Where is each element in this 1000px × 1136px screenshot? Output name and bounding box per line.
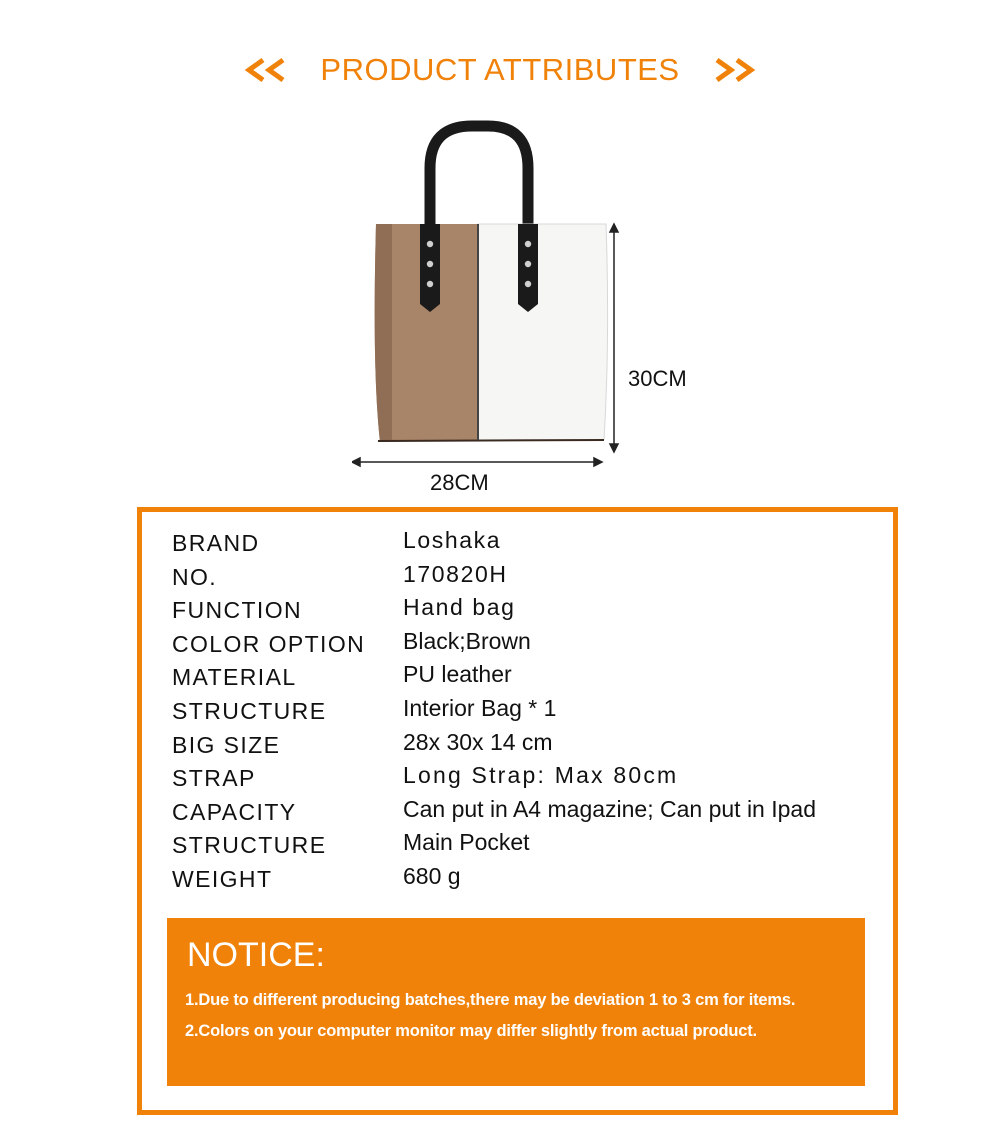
double-chevron-right-icon [709, 48, 759, 92]
section-title: PRODUCT ATTRIBUTES [320, 52, 680, 87]
spec-value: Can put in A4 magazine; Can put in Ipad [403, 795, 817, 822]
spec-key: STRUCTURE [172, 697, 327, 724]
spec-key: WEIGHT [172, 865, 273, 892]
spec-value: Black;Brown [403, 627, 531, 654]
product-image [352, 120, 627, 500]
height-dimension-arrow [610, 224, 618, 452]
width-label: 28CM [430, 470, 489, 495]
strap-tab-left [420, 224, 440, 312]
spec-row-color-option [172, 627, 892, 665]
spec-value: PU leather [403, 661, 512, 688]
spec-row-strap [172, 762, 892, 799]
spec-value: Main Pocket [403, 829, 530, 856]
notice-text [185, 985, 845, 1047]
spec-key: FUNCTION [172, 597, 303, 624]
notice-box [167, 918, 865, 1086]
height-label: 30CM [628, 366, 687, 391]
spec-row-function [172, 594, 892, 631]
spec-key: COLOR OPTION [172, 630, 366, 657]
spec-row-weight [172, 862, 892, 900]
width-dimension-arrow [352, 458, 602, 466]
bag-handle [430, 126, 528, 230]
double-chevron-left-icon [241, 48, 291, 92]
spec-row-material [172, 661, 892, 698]
spec-value: Hand bag [403, 594, 516, 621]
strap-tab-right [518, 224, 538, 312]
notice-title: NOTICE: [187, 936, 325, 974]
spec-value: 170820H [403, 560, 508, 587]
section-header [0, 48, 1000, 92]
spec-value: 28x 30x 14 cm [403, 728, 553, 755]
spec-key: NO. [172, 563, 218, 590]
bag-white-panel [478, 224, 608, 440]
spec-row-brand [172, 527, 892, 564]
spec-value: Long Strap: Max 80cm [403, 762, 679, 789]
notice-line-2: 2.Colors on your computer monitor may differ slightly from actual product. [185, 1022, 757, 1040]
spec-row-capacity [172, 795, 892, 833]
spec-key: BRAND [172, 530, 260, 556]
spec-value: Loshaka [403, 527, 502, 553]
spec-row-no [172, 560, 892, 598]
spec-key: BIG SIZE [172, 731, 281, 758]
spec-key: STRAP [172, 765, 256, 792]
spec-table [172, 527, 892, 900]
spec-key: CAPACITY [172, 798, 297, 825]
spec-row-structure [172, 694, 892, 732]
spec-row-structure-2 [172, 829, 892, 866]
spec-key: STRUCTURE [172, 832, 327, 859]
spec-key: MATERIAL [172, 664, 297, 691]
spec-value: 680 g [403, 862, 461, 889]
notice-line-1: 1.Due to different producing batches,there may be deviation 1 to 3 cm for items. [185, 991, 796, 1009]
spec-row-big-size [172, 728, 892, 766]
spec-value: Interior Bag * 1 [403, 694, 557, 721]
